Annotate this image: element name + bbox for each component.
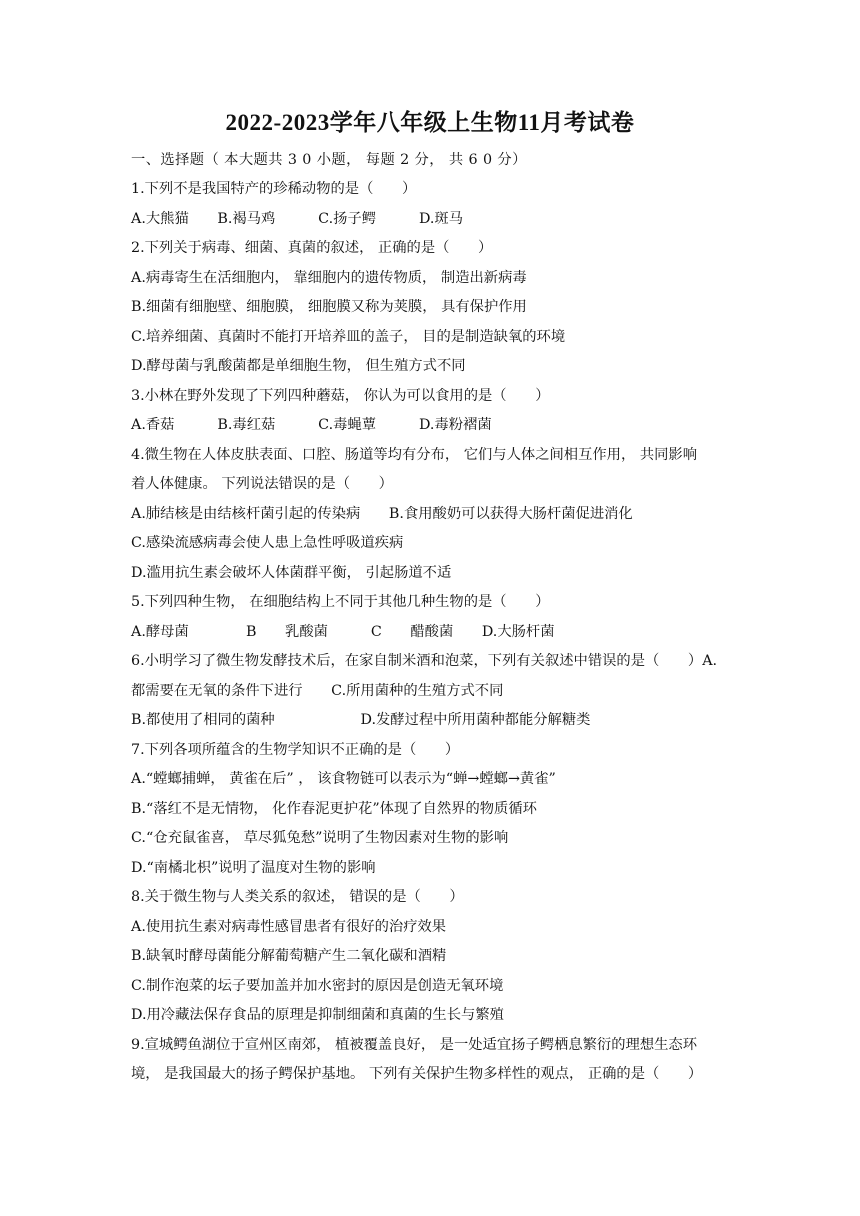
option-line: A.肺结核是由结核杆菌引起的传染病 B.食用酸奶可以获得大肠杆菌促进消化 <box>131 506 633 522</box>
option-line: D.滥用抗生素会破坏人体菌群平衡， 引起肠道不适 <box>131 565 452 581</box>
option-line: A.病毒寄生在活细胞内， 靠细胞内的遗传物质， 制造出新病毒 <box>131 270 527 286</box>
question-line: 9.宣城鳄鱼湖位于宣州区南郊， 植被覆盖良好， 是一处适宜扬子鳄栖息繁衍的理想生态环 <box>131 1037 698 1053</box>
option-line: B.都使用了相同的菌种 D.发酵过程中所用菌种都能分解糖类 <box>131 712 591 728</box>
question-line: 5.下列四种生物， 在细胞结构上不同于其他几种生物的是（ ） <box>131 594 550 610</box>
option-line: B.“落红不是无情物， 化作春泥更护花”体现了自然界的物质循环 <box>131 801 537 817</box>
section-heading: 一、选择题（ 本大题共 3 0 小题， 每题 2 分， 共 6 0 分） <box>131 152 527 168</box>
option-line: A.大熊猫 B.褐马鸡 C.扬子鳄 D.斑马 <box>131 211 464 227</box>
option-line: C.感染流感病毒会使人患上急性呼吸道疾病 <box>131 535 404 551</box>
exam-title: 2022-2023学年八年级上生物11月考试卷 <box>225 110 635 135</box>
option-line: D.“南橘北枳”说明了温度对生物的影响 <box>131 860 376 876</box>
option-line: B.细菌有细胞壁、细胞膜， 细胞膜又称为荚膜， 具有保护作用 <box>131 299 527 315</box>
option-line: A.“螳螂捕蝉， 黄雀在后” ， 该食物链可以表示为“蝉→螳螂→黄雀” <box>131 771 556 787</box>
question-line: 2.下列关于病毒、细菌、真菌的叙述， 正确的是（ ） <box>131 240 493 256</box>
question-line: 7.下列各项所蕴含的生物学知识不正确的是（ ） <box>131 742 460 758</box>
question-line: 8.关于微生物与人类关系的叙述， 错误的是（ ） <box>131 889 464 905</box>
option-line: D.用冷藏法保存食品的原理是抑制细菌和真菌的生长与繁殖 <box>131 1007 504 1023</box>
question-line: 3.小林在野外发现了下列四种蘑菇， 你认为可以食用的是（ ） <box>131 388 550 404</box>
option-line: 都需要在无氧的条件下进行 C.所用菌种的生殖方式不同 <box>131 683 504 699</box>
question-line: 4.微生物在人体皮肤表面、口腔、肠道等均有分布， 它们与人体之间相互作用， 共同影响 <box>131 447 698 463</box>
option-line: A.使用抗生素对病毒性感冒患者有很好的治疗效果 <box>131 919 447 935</box>
question-line: 1.下列不是我国特产的珍稀动物的是（ ） <box>131 181 417 197</box>
option-line: C.“仓充鼠雀喜， 草尽狐兔愁”说明了生物因素对生物的影响 <box>131 830 509 846</box>
question-line: 着人体健康。 下列说法错误的是（ ） <box>131 476 393 492</box>
option-line: D.酵母菌与乳酸菌都是单细胞生物， 但生殖方式不同 <box>131 358 466 374</box>
option-line: C.培养细菌、真菌时不能打开培养皿的盖子， 目的是制造缺氧的环境 <box>131 329 566 345</box>
question-line: 境， 是我国最大的扬子鳄保护基地。 下列有关保护生物多样性的观点， 正确的是（ ） <box>131 1066 703 1082</box>
option-line: B.缺氧时酵母菌能分解葡萄糖产生二氧化碳和酒精 <box>131 948 447 964</box>
option-line: C.制作泡菜的坛子要加盖并加水密封的原因是创造无氧环境 <box>131 978 504 994</box>
option-line: A.酵母菌 B 乳酸菌 C 醋酸菌 D.大肠杆菌 <box>131 624 555 640</box>
question-line: 6.小明学习了微生物发酵技术后，在家自制米酒和泡菜，下列有关叙述中错误的是（ ）A. <box>131 653 718 669</box>
option-line: A.香菇 B.毒红菇 C.毒蝇蕈 D.毒粉褶菌 <box>131 417 492 433</box>
